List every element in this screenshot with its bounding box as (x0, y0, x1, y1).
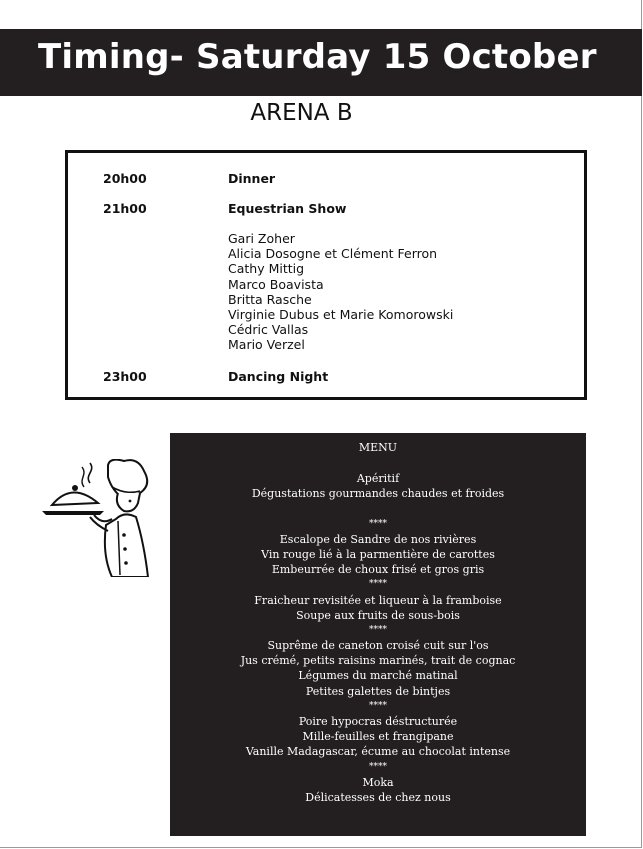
menu-item: Apéritif (356, 472, 400, 485)
performer-name: Mario Verzel (228, 337, 305, 353)
menu-item: Délicatesses de chez nous (305, 790, 451, 804)
menu-item: Jus crémé, petits raisins marinés, trait de cognac (240, 654, 516, 668)
title-bar (0, 29, 642, 96)
schedule-time: 23h00 (103, 369, 147, 384)
performer-name: Britta Rasche (228, 291, 312, 307)
menu-item: Vin rouge lié à la parmentière de carottes (261, 547, 495, 561)
menu-item (170, 501, 586, 516)
menu-item: Soupe aux fruits de sous-bois (296, 608, 460, 622)
page-title: Timing- Saturday 15 October (38, 37, 597, 77)
menu-item: Suprême de caneton croisé cuit sur l'os (267, 639, 489, 653)
menu-item: Poire hypocras déstructurée (298, 715, 458, 728)
performer-name: Gari Zoher (228, 231, 295, 246)
chef-with-cloche-icon (40, 459, 152, 577)
menu-item: Escalope de Sandre de nos rivières (279, 532, 477, 546)
menu-separator: **** (369, 700, 387, 711)
schedule-event: Dancing Night (228, 369, 329, 384)
performer-name: Marco Boavista (228, 276, 324, 292)
arena-title: ARENA B (250, 100, 353, 126)
schedule-time: 20h00 (103, 171, 147, 186)
menu-item: Petites galettes de bintjes (305, 684, 451, 698)
menu-item: Moka (362, 775, 394, 789)
menu-item: Embeurrée de choux frisé et gros gris (271, 563, 485, 577)
schedule-box (65, 150, 587, 400)
performer-list (228, 231, 453, 353)
menu-item: Légumes du marché matinal (298, 669, 458, 683)
performer-name: Cathy Mittig (228, 261, 305, 277)
menu-separator: **** (369, 761, 387, 772)
menu-box (170, 433, 586, 836)
menu-item: Fraicheur revisitée et liqueur à la framboise (254, 593, 502, 607)
menu-separator: **** (369, 579, 387, 590)
menu-title: MENU (358, 441, 398, 454)
schedule-event: Dinner (228, 171, 276, 186)
menu-separator: **** (369, 518, 387, 529)
performer-name: Alicia Dosogne et Clément Ferron (228, 246, 438, 262)
menu-lines (170, 471, 586, 805)
schedule-time: 21h00 (103, 201, 147, 216)
menu-separator: **** (369, 624, 387, 635)
performer-name: Virginie Dubus et Marie Komorowski (228, 307, 454, 323)
performer-name: Cédric Vallas (228, 322, 309, 338)
menu-item: Dégustations gourmandes chaudes et froides (251, 487, 505, 501)
menu-item: Vanille Madagascar, écume au chocolat intense (245, 745, 511, 759)
schedule-event: Equestrian Show (228, 201, 347, 216)
menu-item: Mille-feuilles et frangipane (302, 730, 454, 744)
